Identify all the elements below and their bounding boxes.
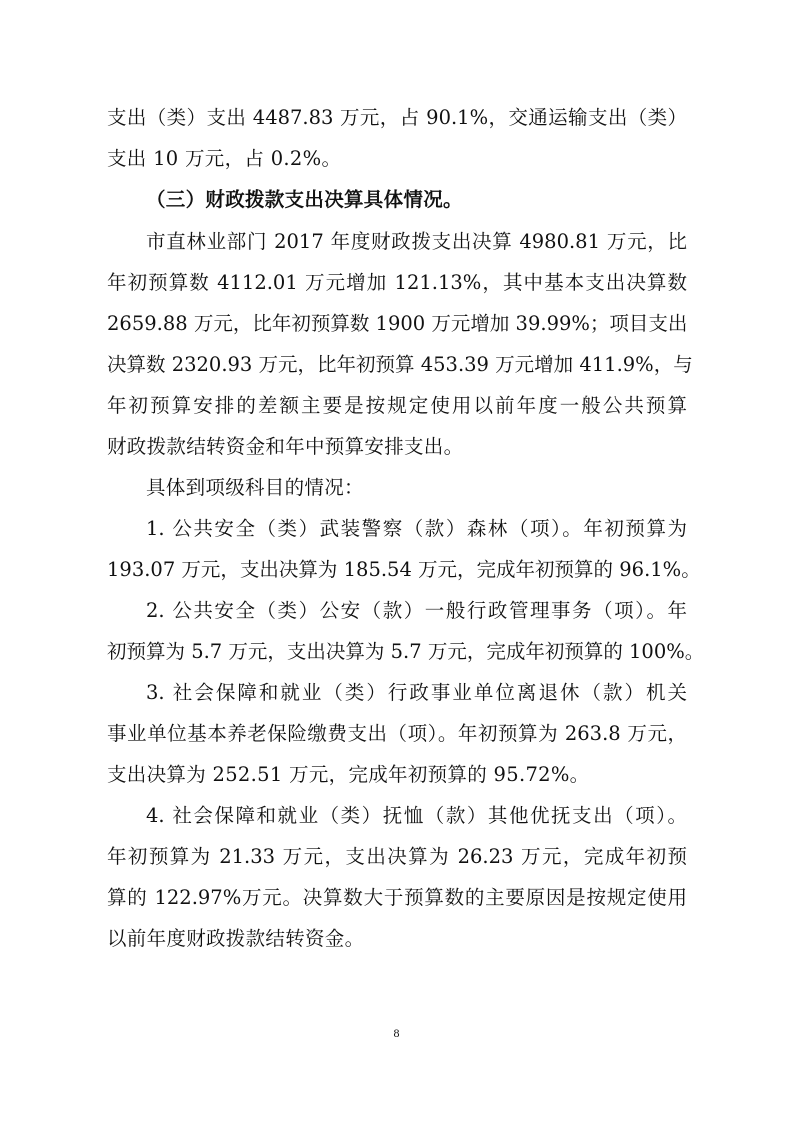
list-item-1-line: 193.07 万元，支出决算为 185.54 万元，完成年初预算的 96.1%。 (107, 558, 701, 581)
list-item-1-line: 1. 公共安全（类）武装警察（款）森林（项）。年初预算为 (146, 517, 687, 540)
body-line: 财政拨款结转资金和年中预算安排支出。 (107, 435, 464, 458)
body-line: 支出 10 万元，占 0.2%。 (107, 147, 342, 170)
body-line: 决算数 2320.93 万元，比年初预算 453.39 万元增加 411.9%，与 (107, 353, 693, 376)
list-item-4-line: 4. 社会保障和就业（类）抚恤（款）其他优抚支出（项）。 (146, 804, 687, 827)
body-line: 年初预算安排的差额主要是按规定使用以前年度一般公共预算 (107, 394, 687, 417)
body-line: 具体到项级科目的情况： (146, 476, 364, 499)
section-heading: （三）财政拨款支出决算具体情况。 (146, 188, 463, 211)
page-number: 8 (393, 1026, 400, 1040)
list-item-4-line: 以前年度财政拨款结转资金。 (107, 927, 365, 950)
list-item-4-line: 算的 122.97%万元。决算数大于预算数的主要原因是按规定使用 (107, 886, 687, 909)
list-item-2-line: 2. 公共安全（类）公安（款）一般行政管理事务（项）。年 (146, 599, 687, 622)
list-item-3-line: 3. 社会保障和就业（类）行政事业单位离退休（款）机关 (146, 681, 687, 704)
list-item-2-line: 初预算为 5.7 万元，支出决算为 5.7 万元，完成年初预算的 100%。 (107, 640, 705, 663)
list-item-3-line: 支出决算为 252.51 万元，完成年初预算的 95.72%。 (107, 763, 590, 786)
body-line: 2659.88 万元，比年初预算数 1900 万元增加 39.99%；项目支出 (107, 312, 688, 335)
list-item-3-line: 事业单位基本养老保险缴费支出（项）。年初预算为 263.8 万元， (107, 722, 687, 745)
body-line: 年初预算数 4112.01 万元增加 121.13%，其中基本支出决算数 (107, 271, 687, 294)
body-line: 支出（类）支出 4487.83 万元，占 90.1%，交通运输支出（类） (107, 106, 687, 129)
body-line: 市直林业部门 2017 年度财政拨支出决算 4980.81 万元，比 (146, 230, 687, 253)
list-item-4-line: 年初预算为 21.33 万元，支出决算为 26.23 万元，完成年初预 (107, 845, 687, 868)
